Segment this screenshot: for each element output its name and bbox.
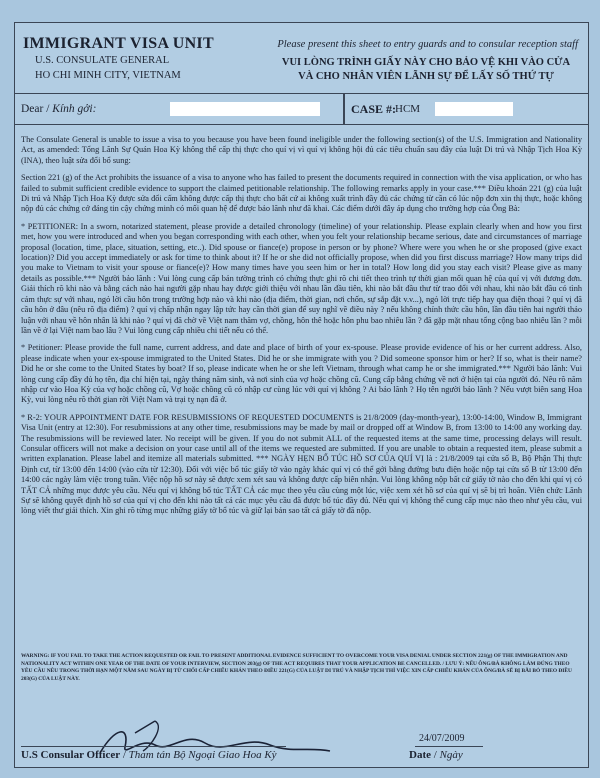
case-label: CASE #: [351,102,397,116]
officer-label-vi: Tham tán Bộ Ngoại Giao Hoa Kỳ [128,749,277,761]
section-221g-paragraph: Section 221 (g) of the Act prohibits the issuance of a visa to anyone who has failed to present the documents required in connection with the visa application, or who has failed to submit sufficient credible evidence to support the claimed petitionable relationship. The following remarks apply in your case.*** Điều khoản 221 (g) của luật Di trú và Nhập Tịch Hoa Kỳ được sửa đổi cấm không được cấp thị thực cho bất cứ ai không xuất trình đầy đủ các chứng từ cần có lúc nộp đơn xin thị thực, hoặc không nộp đủ các chứng cớ đáng tin cậy chứng minh có mối quan hệ để được bảo lãnh như đã khai. Các điểm dưới đây áp dụng cho trường hợp của Ông Bà: [21,173,582,214]
instruction-en: Please present this sheet to entry guards and to consular reception staff [277,39,578,50]
officer-label: U.S Consular Officer / Tham tán Bộ Ngoại Giao Hoa Kỳ [21,749,277,761]
intro-paragraph: The Consulate General is unable to issue a visa to you because you have been found ineligible under the following section(s) of the U.S. Immigration and Nationality Act, as amended: Tổng Lãnh Sự Quán Hoa Kỳ không thể cấp thị thực cho quí vị vì quí vị không hội đủ các tiêu chuẩn sau đây của luật Di trú và Nhập Tịch Hoa Kỳ (INA), theo luật sửa đổi bổ sung: [21,135,582,165]
unit-title: IMMIGRANT VISA UNIT [23,35,214,52]
appointment-paragraph: * R-2: YOUR APPOINTMENT DATE FOR RESUBMISSIONS OF REQUESTED DOCUMENTS is 21/8/2009 (day-month-year), 13:00-14:00, Window B, Immigrant Visa Unit (entry at 12:30). For resubmissions at any other time, resubmissions may be made by mail or dropped off at Window B, from 13:00 to 14:00 any working day. The resubmissions will be reviewed later. No receipt will be given. If you do not submit ALL of the requested items at the same time, processing delays will result. Consular officers will not make a decision on your case until all of the items we requested are submitted. If you are unable to obtain a requested item, please submit a written explanation. Please label and itemize all materials submitted. *** NGÀY HẸN BỔ TÚC HỒ SƠ CỦA QUÍ VỊ là : 21/8/2009 tại cửa số B, Bộ Phận Thị thực Định cư, từ 13:00 đến 14:00 (vào cửa từ 12:30). Đối với việc bổ túc giấy tờ vào ngày khác quí vị có thể gởi bằng đường bưu điện hoặc nộp tại cửa số B từ 13:00 đến 14:00 các ngày làm việc trong tuần. Việc nộp hồ sơ này sẽ được xem xét sau và không được cấp biên nhận. Vui lòng không nộp bất cứ giấy tờ nào cho đến khi quí vị có TẤT CẢ những mục được yêu cầu. Nếu quí vị không bổ túc TẤT CẢ các mục theo yêu cầu cùng một lúc, việc xem xét hồ sơ của quí vị sẽ bị trì hoãn. Viên chức Lãnh Sự sẽ không quyết định hồ sơ của quí vị cho đến khi nào tất cả các mục yêu cầu đã được bổ túc đầy đủ. Nếu quí vị không thể cung cấp mục nào theo như yêu cầu, vui lòng viết thư giải thích. Xin ghi rõ từng mục những giấy tờ bổ túc và giữ lại bản sao tất cả giấy tờ đã nộp. [21,412,582,516]
date-label: Date / Ngày [409,749,463,761]
letter-body [21,135,582,524]
divider [343,94,345,124]
date-label-en: Date [409,749,431,761]
date-line [415,746,483,748]
instruction-vi-line1: VUI LÒNG TRÌNH GIẤY NÀY CHO BẢO VỆ KHI VÀO CỬA [281,57,571,68]
officer-label-en: U.S Consular Officer [21,749,121,761]
case-prefix: HCM [395,103,421,115]
ex-spouse-paragraph: * Petitioner: Please provide the full name, current address, and date and place of birth of your ex-spouse. Please provide evidence of his or her current address. Also, please indicate when your ex-spouse immigrated to the United States. Did he or she immigrate with you ? Did someone sponsor him or her? If so, what is their name? Did he or she come to the United States by boat? If so, please indicate when he or she left Vietnam, through what camp he or she immigrated.*** Người bảo lãnh: Vui lòng cung cấp đầy đủ họ tên, địa chỉ hiện tại, ngày tháng năm sinh, và nơi sinh của vợ hoặc chồng cũ. Cung cấp bằng chứng về nơi ở hiện tại của người đó. Nêu rõ năm nhập cư vào Hoa Kỳ của vợ hoặc chồng cũ, Vợ hoặc chồng cũ có nhập cư cùng lúc với quí vị không ? Ai bảo lãnh ? Họ tên người bảo lãnh ? Nếu vượt biên sang Hoa Kỳ, vui lòng nêu rõ thời gian rời Việt Nam và trại tỵ nạn đã ở. [21,343,582,405]
dear-label-en: Dear [21,103,44,115]
redacted-name [170,102,320,116]
consulate-name: U.S. CONSULATE GENERAL [35,55,170,66]
dear-label: Dear / Kính gởi: [21,103,97,115]
petitioner-chronology-paragraph: * PETITIONER: In a sworn, notarized statement, please provide a detailed chronology (timeline) of your relationship. Please explain clearly when and how you first met, how you were introduced and when you began corresponding with each other, when you felt your relationship became serious, date and circumstances of marriage proposal (location, time, place, situation, setting, etc..). Did spouse or fiance(e) propose in person or by phone? Where were you when he or she proposed (give exact location)? Did you accept immediately or ask for time to think about it? If he or she did not officially propose, when did you first discuss marriage? How many trips did you make to Vietnam to visit your spouse or fiance(e)? How many times have you seen him or her in total? How long did you stay each visit? Please give as many details as possible.*** Người bảo lãnh : Vui lòng cung cấp bản tường trình có chứng thực ghi rõ chi tiết theo trình tự thời gian mối quan hệ của quí vị với đương đơn. Giải thích rõ khi nào và bằng cách nào hai người gặp nhau hay được giới thiệu với nhau lần đầu tiên, khi nào bắt đầu thư từ trao đổi với nhau, khi nào bắt đầu có tình cảm thực sự với nhau, ngỏ lời cầu hôn trong trường hợp nào và khi nào (địa điểm, thời gian, nơi chốn, sự sắp đặt v.v...), ngỏ lời trực tiếp hay qua điện thoại ? quí vị đã cầu hôn ở đâu (nêu rõ địa điểm) ? quí vị chấp nhận ngay lập tức hay cần thời gian để suy nghĩ về điều này ? nếu không chính thức cầu hôn, lần đầu tiên hai người thảo luận với nhau về hôn nhân là khi nào ? quí vị đã chờ về Việt nam thăm vợ, chồng, hôn thê hoặc hôn phu bao nhiêu lần ? đã gặp mặt nhau tổng cộng bao nhiêu lần ? mỗi lần về ở lại Việt nam bao lâu ? Vui lòng cung cấp nhiều chi tiết nếu có thể. [21,221,582,335]
signature-area [15,719,588,767]
header [15,23,588,94]
consulate-city: HO CHI MINH CITY, VIETNAM [35,70,181,81]
signature-line [21,746,286,748]
cancellation-warning: WARNING: IF YOU FAIL TO TAKE THE ACTION REQUESTED OR FAIL TO PRESENT ADDITIONAL EVIDENCE SUFFICIENT TO OVERCOME YOUR VISA DENIAL UNDER SECTION 221(g) OF THE IMMIGRATION AND NATIONALITY ACT WITHIN ONE YEAR OF THE DATE OF YOUR INTERVIEW, SECTION 203(g) OF THE ACT REQUIRES THAT YOUR APPLICATION BE CANCELLED. / LƯU Ý: NẾU ÔNG/BÀ KHÔNG LÀM ĐÚNG THEO YÊU CẦU NÊU TRONG THỜI HẠN MỘT NĂM SAU NGÀY BỊ TỪ CHỐI CẤP CHIẾU KHÁN THEO ĐIỀU 221(G) CỦA LUẬT DI TRÚ VÀ NHẬP TỊCH THÌ VIỆC XIN CẤP CHIẾU KHÁN CỦA ÔNG/BÀ SẼ BỊ BÃI BỎ THEO ĐIỀU 203(G) CỦA LUẬT NÀY. [21,653,572,682]
date-label-vi: Ngày [439,749,463,761]
instruction-vi [276,56,576,84]
refusal-sheet [14,22,589,768]
addressee-row [15,94,588,125]
date-value: 24/07/2009 [419,733,465,744]
instruction-vi-line2: VÀ CHO NHÂN VIÊN LÃNH SỰ ĐỂ LẤY SỐ THỨ TỰ [298,71,554,82]
redacted-case-number [435,102,513,116]
dear-label-vi: Kính gởi: [52,103,97,115]
